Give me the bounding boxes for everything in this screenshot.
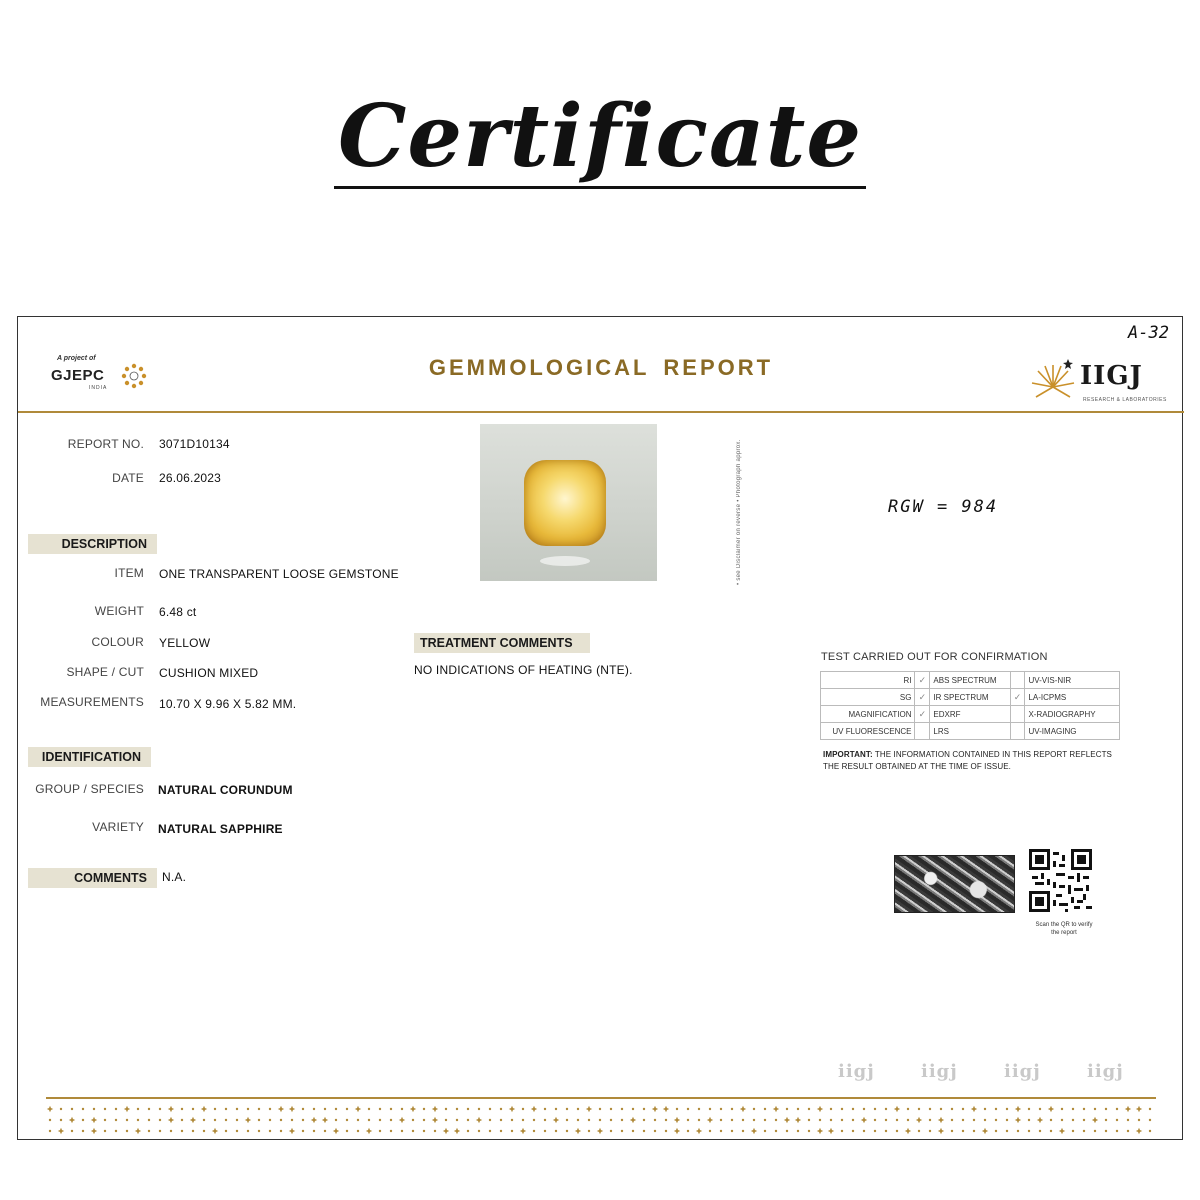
description-heading: DESCRIPTION	[28, 534, 157, 554]
test-name: RI	[821, 672, 915, 689]
gjepc-tagline: A project of	[57, 355, 96, 362]
test-name: SG	[821, 689, 915, 706]
report-no-value: 3071D10134	[159, 437, 230, 451]
iigj-subtitle: RESEARCH & LABORATORIES	[1083, 397, 1167, 403]
photo-disclaimer: • see Disclaimer on reverse • Photograph approx.	[736, 439, 742, 585]
date-value: 26.06.2023	[159, 471, 222, 485]
test-check-icon	[915, 723, 930, 740]
group-value: NATURAL CORUNDUM	[158, 783, 293, 797]
test-check-icon	[1010, 723, 1025, 740]
report-heading-word-1: GEMMOLOGICAL	[428, 355, 650, 380]
qr-code-icon[interactable]	[1029, 849, 1092, 912]
qr-caption: Scan the QR to verify the report	[1035, 922, 1093, 936]
report-no-label: REPORT NO.	[67, 437, 144, 451]
test-name: UV-IMAGING	[1025, 723, 1120, 740]
test-name: EDXRF	[930, 706, 1010, 723]
gemmological-report-card	[17, 316, 1183, 1140]
test-check-icon	[1010, 706, 1025, 723]
decorative-dot-border	[46, 1103, 1156, 1137]
tests-row	[821, 672, 1120, 689]
iigj-logo	[1028, 357, 1167, 412]
test-check-icon: ✓	[915, 672, 930, 689]
header-divider	[18, 411, 1184, 413]
watermark-row	[826, 1061, 1166, 1091]
gjepc-country: INDIA	[89, 385, 108, 391]
watermark-logo: iigj	[1087, 1061, 1124, 1082]
group-label: GROUP / SPECIES	[35, 782, 144, 796]
tests-row	[821, 723, 1120, 740]
test-check-icon: ✓	[915, 706, 930, 723]
page-title-text: Certificate	[334, 88, 866, 189]
gemstone-photo	[480, 424, 657, 581]
test-name: ABS SPECTRUM	[930, 672, 1010, 689]
colour-label: COLOUR	[91, 635, 144, 649]
test-name: UV-VIS-NIR	[1025, 672, 1120, 689]
iigj-burst-icon	[1028, 357, 1078, 403]
test-check-icon: ✓	[1010, 689, 1025, 706]
report-heading	[18, 355, 1184, 381]
test-name: UV FLUORESCENCE	[821, 723, 915, 740]
handwritten-note: RGW = 984	[888, 497, 999, 517]
test-name: X-RADIOGRAPHY	[1025, 706, 1120, 723]
tests-row	[821, 706, 1120, 723]
gemstone-reflection	[540, 556, 590, 566]
weight-value: 6.48 ct	[159, 605, 197, 619]
test-check-icon	[1010, 672, 1025, 689]
date-label: DATE	[112, 471, 144, 485]
watermark-logo: iigj	[838, 1061, 875, 1082]
comments-heading: COMMENTS	[28, 868, 157, 888]
item-value: ONE TRANSPARENT LOOSE GEMSTONE	[159, 567, 399, 581]
identification-heading: IDENTIFICATION	[28, 747, 151, 767]
test-name: MAGNIFICATION	[821, 706, 915, 723]
variety-label: VARIETY	[92, 820, 144, 834]
shape-label: SHAPE / CUT	[66, 665, 144, 679]
handwritten-code: A-32	[1128, 323, 1169, 343]
watermark-logo: iigj	[1004, 1061, 1041, 1082]
test-name: LRS	[930, 723, 1010, 740]
important-notice	[823, 749, 1113, 773]
shape-value: CUSHION MIXED	[159, 666, 259, 680]
test-check-icon: ✓	[915, 689, 930, 706]
item-label: ITEM	[114, 566, 144, 580]
iigj-name: IIGJ	[1080, 361, 1143, 391]
important-text: THE INFORMATION CONTAINED IN THIS REPORT REFLECTS THE RESULT OBTAINED AT THE TIME OF ISSUE.	[823, 750, 1112, 771]
tests-table	[820, 671, 1120, 740]
weight-label: WEIGHT	[94, 604, 144, 618]
treatment-value: NO INDICATIONS OF HEATING (NTE).	[414, 663, 633, 677]
watermark-logo: iigj	[921, 1061, 958, 1082]
tests-title: TEST CARRIED OUT FOR CONFIRMATION	[821, 651, 1048, 663]
variety-value: NATURAL SAPPHIRE	[158, 822, 283, 836]
tests-row	[821, 689, 1120, 706]
gemstone-image	[524, 460, 606, 546]
important-label: IMPORTANT:	[823, 750, 873, 759]
measurements-value: 10.70 X 9.96 X 5.82 MM.	[159, 697, 297, 711]
page-title	[0, 88, 1200, 189]
colour-value: YELLOW	[159, 636, 211, 650]
footer-divider	[46, 1097, 1156, 1099]
hologram-sticker	[894, 855, 1015, 913]
report-heading-word-2: REPORT	[663, 355, 774, 380]
gjepc-name: GJEPC	[51, 367, 105, 384]
treatment-heading: TREATMENT COMMENTS	[414, 633, 590, 653]
comments-value: N.A.	[162, 870, 187, 884]
test-name: LA-ICPMS	[1025, 689, 1120, 706]
test-name: IR SPECTRUM	[930, 689, 1010, 706]
measurements-label: MEASUREMENTS	[40, 695, 144, 709]
